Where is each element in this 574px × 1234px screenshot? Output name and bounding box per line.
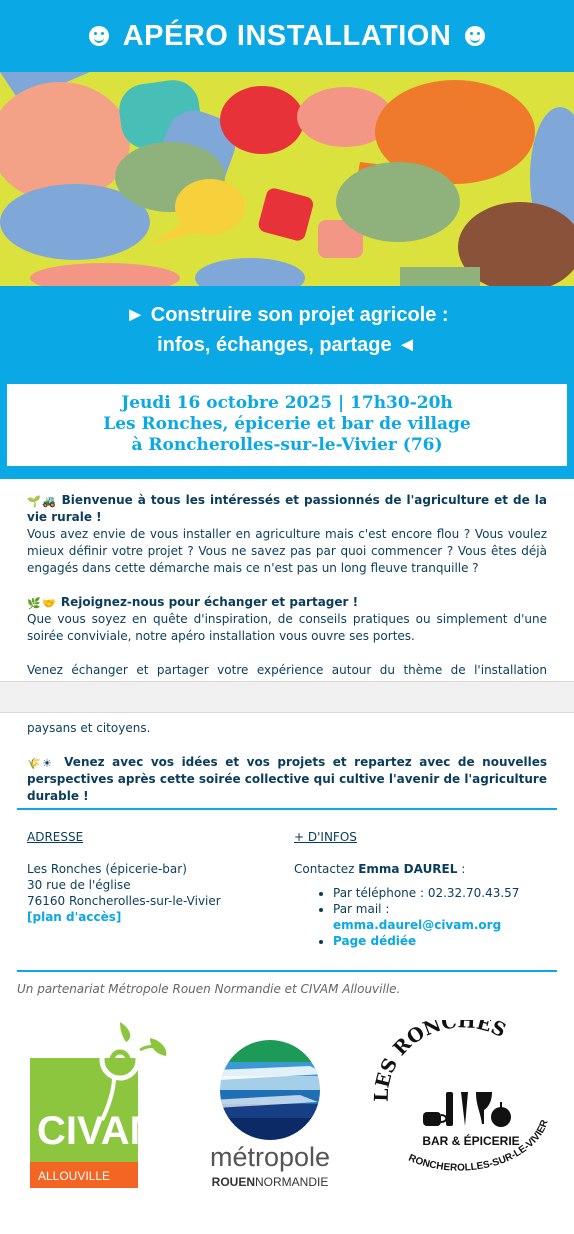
scroll-overlay-bar xyxy=(0,681,574,713)
intro-heading: Bienvenue à tous les intéressés et passionnés de l'agriculture et de la vie rurale ! xyxy=(27,493,547,524)
metropole-logo-sub-rest: NORMANDIE xyxy=(255,1175,329,1189)
event-details-box xyxy=(7,384,567,466)
metropole-logo-graphic xyxy=(200,1040,340,1190)
subtitle xyxy=(0,300,574,360)
contact-page-item xyxy=(333,933,554,949)
address-line-2: 30 rue de l'église xyxy=(27,878,131,892)
civam-logo-sub: ALLOUVILLE xyxy=(38,1169,111,1183)
contact-suffix: : xyxy=(457,862,466,876)
body-text xyxy=(27,492,547,822)
seedling-icon: 🌱 xyxy=(27,495,41,508)
header-title: APÉRO INSTALLATION xyxy=(122,19,452,52)
divider xyxy=(17,970,557,972)
intro-paragraph xyxy=(27,492,547,577)
contact-list xyxy=(333,885,554,949)
contact-mail-label: Par mail : xyxy=(333,902,390,916)
closing-text: Venez avec vos idées et vos projets et repartez avec de nouvelles perspectives après cette soirée collective qui cultive l'avenir de l'agriculture durable ! xyxy=(27,755,547,803)
les-ronches-logo-mid: BAR & ÉPICERIE xyxy=(422,1134,520,1148)
metropole-logo-sub xyxy=(212,1175,329,1189)
dedicated-page-link[interactable]: Page dédiée xyxy=(333,934,417,948)
contact-line xyxy=(294,861,554,877)
intro-text: Vous avez envie de vous installer en agriculture mais c'est encore flou ? Vous voulez mieux définir votre projet ? Vous ne savez pas par quoi commencer ? Vous êtes déjà engagés dans cette démarche mais ce n'est pas un long fleuve tranquille ? xyxy=(27,527,547,575)
les-ronches-logo-bottom: RONCHEROLLES-SUR-LE-VIVIER xyxy=(406,1118,551,1174)
subtitle-line-1: ► Construire son projet agricole : xyxy=(125,304,449,326)
subtitle-line-2: infos, échanges, partage ◄ xyxy=(157,334,417,356)
contact-mail-link[interactable]: emma.daurel@civam.org xyxy=(333,918,502,932)
divider xyxy=(17,808,557,810)
smiley-icon xyxy=(89,26,109,46)
les-ronches-logo-top-text xyxy=(371,1020,510,1102)
exchange-text: Venez échanger et partager votre expérience autour du thème de l'installation xyxy=(27,663,547,677)
address-line-1: Les Ronches (épicerie-bar) xyxy=(27,862,187,876)
les-ronches-logo-graphic xyxy=(368,1020,558,1200)
header-banner xyxy=(0,0,574,72)
metropole-logo-sub-bold: ROUEN xyxy=(211,1175,255,1189)
civam-logo xyxy=(30,1020,170,1190)
event-venue: Les Ronches, épicerie et bar de village xyxy=(103,414,471,434)
les-ronches-logo-top: LES RONCHES xyxy=(370,1020,510,1103)
address-label: ADRESSE xyxy=(27,830,84,844)
civam-logo-graphic xyxy=(30,1020,170,1190)
contact-name: Emma DAUREL xyxy=(358,862,458,876)
partner-note: Un partenariat Métropole Rouen Normandie et CIVAM Allouville. xyxy=(17,982,401,996)
sun-icon: ☀ xyxy=(42,757,52,770)
join-text: Que vous soyez en quête d'inspiration, de conseils pratiques ou simplement d'une soirée conviviale, notre apéro installation vous ouvre ses portes. xyxy=(27,612,547,643)
herb-icon: 🌿 xyxy=(27,597,41,610)
address-block xyxy=(27,861,221,925)
exchange-tail-text: paysans et citoyens. xyxy=(27,721,151,735)
metropole-logo xyxy=(200,1040,340,1190)
contact-prefix: Contactez xyxy=(294,862,355,876)
event-date: Jeudi 16 octobre 2025 | 17h30-20h xyxy=(121,393,453,413)
contact-phone: • Par téléphone : 02.32.70.43.57 xyxy=(333,885,554,901)
metropole-logo-name: métropole xyxy=(209,1142,331,1172)
civam-logo-name: CIVAM xyxy=(37,1109,163,1153)
speech-bubbles-illustration xyxy=(0,72,574,286)
infos-label: + D'INFOS xyxy=(294,830,357,844)
smiley-icon xyxy=(465,26,485,46)
wheat-icon: 🌾 xyxy=(27,757,41,770)
join-paragraph xyxy=(27,594,547,645)
les-ronches-logo xyxy=(368,1020,558,1200)
map-link[interactable]: [plan d'accès] xyxy=(27,910,122,924)
exchange-tail xyxy=(27,720,547,737)
tractor-icon: 🚜 xyxy=(42,495,56,508)
hero-image xyxy=(0,72,574,286)
grocery-icons xyxy=(423,1092,511,1127)
closing-paragraph xyxy=(27,754,547,805)
address-line-3: 76160 Roncherolles-sur-le-Vivier xyxy=(27,894,221,908)
event-town: à Roncherolles-sur-le-Vivier (76) xyxy=(131,435,443,455)
contact-mail-item xyxy=(333,901,554,933)
header-title-wrap xyxy=(89,20,486,53)
handshake-icon: 🤝 xyxy=(42,597,56,610)
join-heading: Rejoignez-nous pour échanger et partager ! xyxy=(60,595,359,609)
infos-block xyxy=(294,861,554,949)
